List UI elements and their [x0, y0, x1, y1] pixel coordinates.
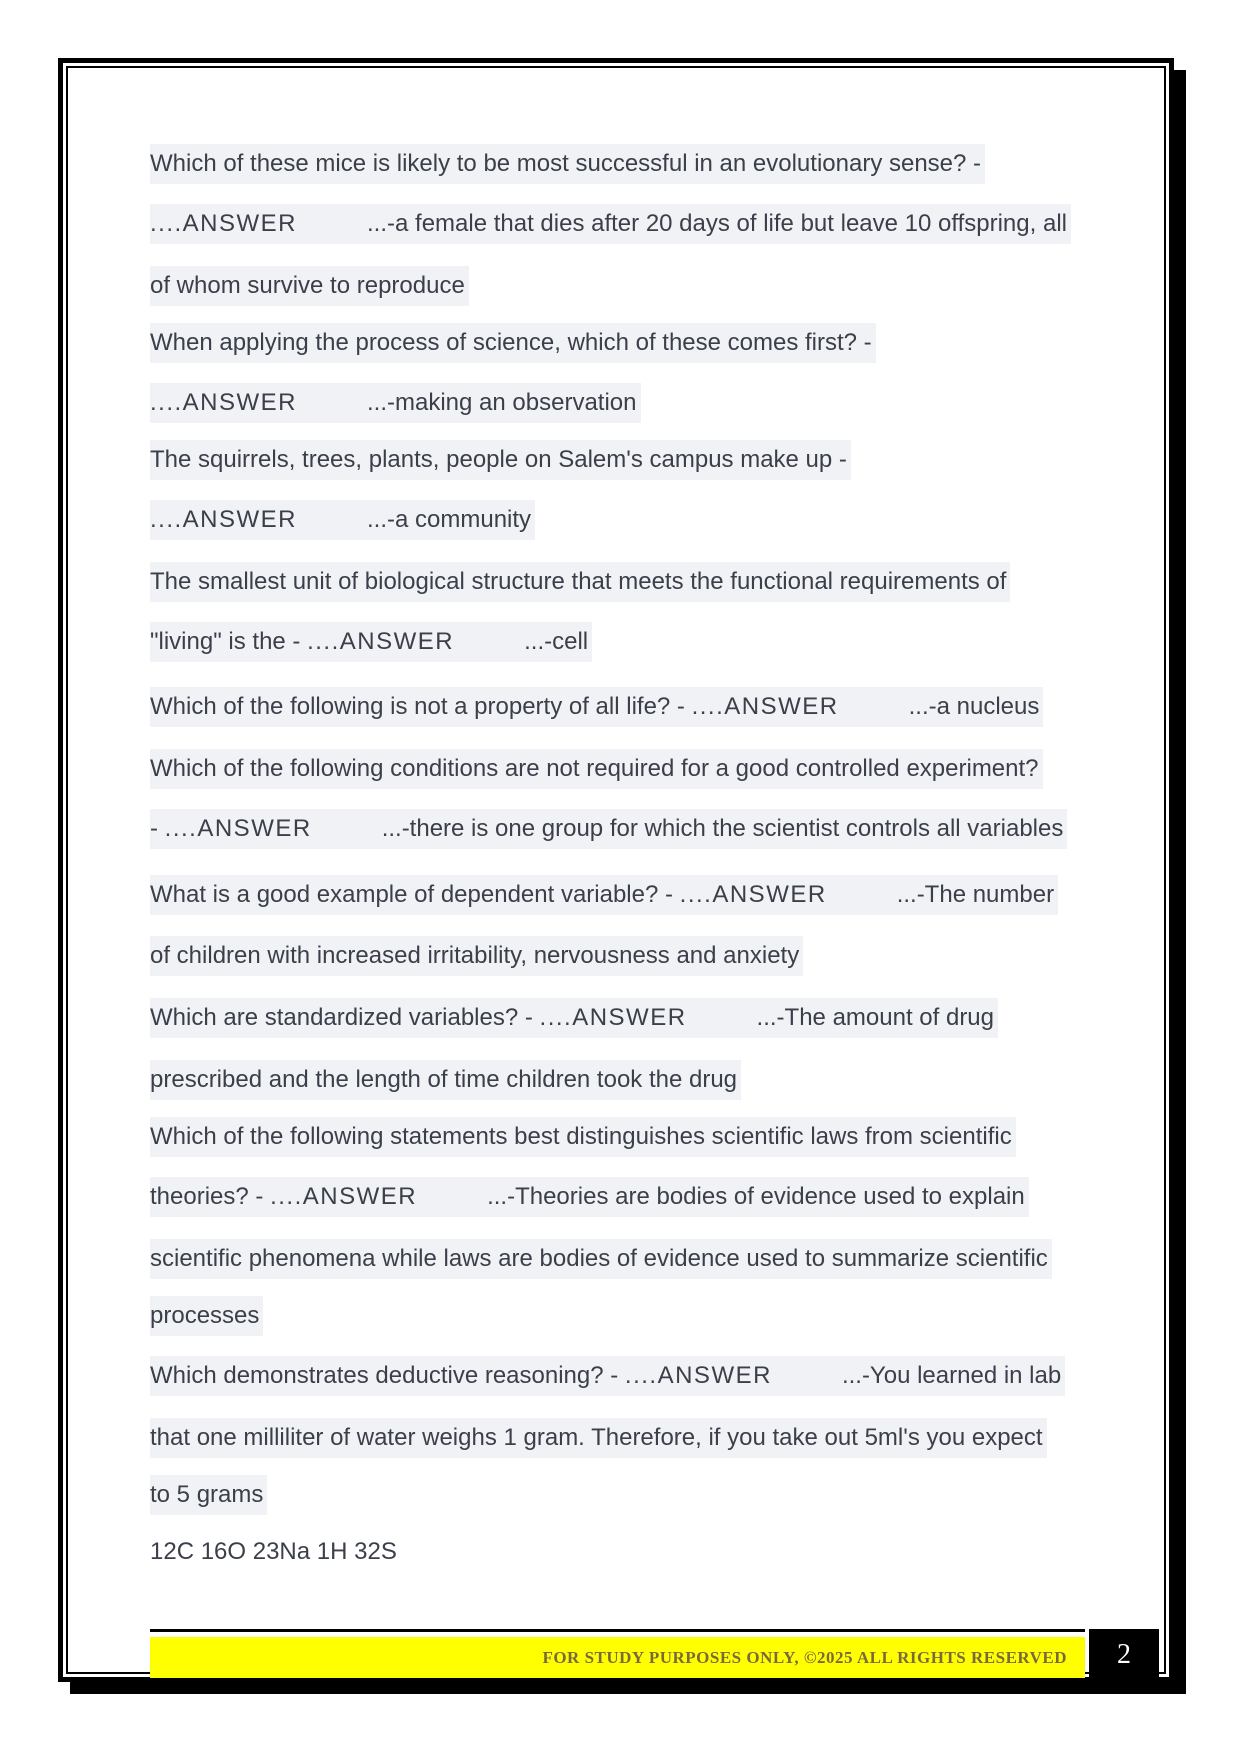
question-text: Which of the following conditions are not required for a good controlled experiment?: [150, 749, 1043, 789]
answer-text: of whom survive to reproduce: [150, 266, 469, 306]
question-text: Which of the following is not a property of all life? -: [150, 693, 692, 720]
answer-text: ...-a nucleus: [908, 693, 1040, 720]
answer-text: ...-The amount of drug: [756, 1004, 995, 1031]
answer-text: ...-a community: [367, 506, 532, 533]
answer-text: that one milliliter of water weighs 1 gram. Therefore, if you take out 5ml's you expect: [150, 1418, 1047, 1458]
answer-label: ....ANSWER: [150, 506, 298, 533]
question-text: The squirrels, trees, plants, people on Salem's campus make up -: [150, 440, 851, 480]
document-body: [150, 144, 1090, 1572]
footer-bar: [150, 1637, 1085, 1678]
question-text: "living" is the -: [150, 628, 308, 655]
question-text: Which of the following statements best distinguishes scientific laws from scientific: [150, 1117, 1016, 1157]
answer-label: ....ANSWER: [150, 210, 298, 237]
question-text: -: [150, 815, 165, 842]
footer-text: FOR STUDY PURPOSES ONLY, ©2025 ALL RIGHTS RESERVED: [542, 1647, 1067, 1667]
answer-text: prescribed and the length of time children took the drug: [150, 1060, 741, 1100]
answer-text: ...-making an observation: [367, 389, 637, 416]
answer-text: ...-You learned in lab: [841, 1362, 1062, 1389]
question-text: Which of these mice is likely to be most successful in an evolutionary sense? -: [150, 144, 985, 184]
answer-label: ....ANSWER: [539, 1004, 687, 1031]
answer-label: ....ANSWER: [307, 628, 455, 655]
question-text: theories? -: [150, 1183, 271, 1210]
question-text: Which are standardized variables? -: [150, 1004, 540, 1031]
question-text: What is a good example of dependent variable? -: [150, 881, 680, 908]
answer-text: ...-a female that dies after 20 days of life but leave 10 offspring, all: [367, 210, 1067, 237]
answer-text: ...-The number: [896, 881, 1055, 908]
answer-label: ....ANSWER: [270, 1183, 418, 1210]
answer-text: ...-Theories are bodies of evidence used to explain: [487, 1183, 1025, 1210]
answer-text: processes: [150, 1296, 263, 1336]
isotope-list: 12C 16O 23Na 1H 32S: [150, 1538, 397, 1565]
question-text: Which demonstrates deductive reasoning? -: [150, 1362, 625, 1389]
footer-rule: [150, 1629, 1085, 1632]
answer-text: to 5 grams: [150, 1475, 267, 1515]
answer-text: ...-there is one group for which the scientist controls all variables: [381, 815, 1064, 842]
answer-text: scientific phenomena while laws are bodies of evidence used to summarize scientific: [150, 1239, 1052, 1279]
answer-label: ....ANSWER: [150, 389, 298, 416]
answer-label: ....ANSWER: [164, 815, 312, 842]
question-text: When applying the process of science, which of these comes first? -: [150, 323, 876, 363]
answer-label: ....ANSWER: [691, 693, 839, 720]
page-number: 2: [1089, 1629, 1159, 1680]
question-text: The smallest unit of biological structure that meets the functional requirements of: [150, 562, 1010, 602]
answer-text: of children with increased irritability, nervousness and anxiety: [150, 936, 803, 976]
answer-label: ....ANSWER: [679, 881, 827, 908]
answer-text: ...-cell: [524, 628, 589, 655]
answer-label: ....ANSWER: [624, 1362, 772, 1389]
